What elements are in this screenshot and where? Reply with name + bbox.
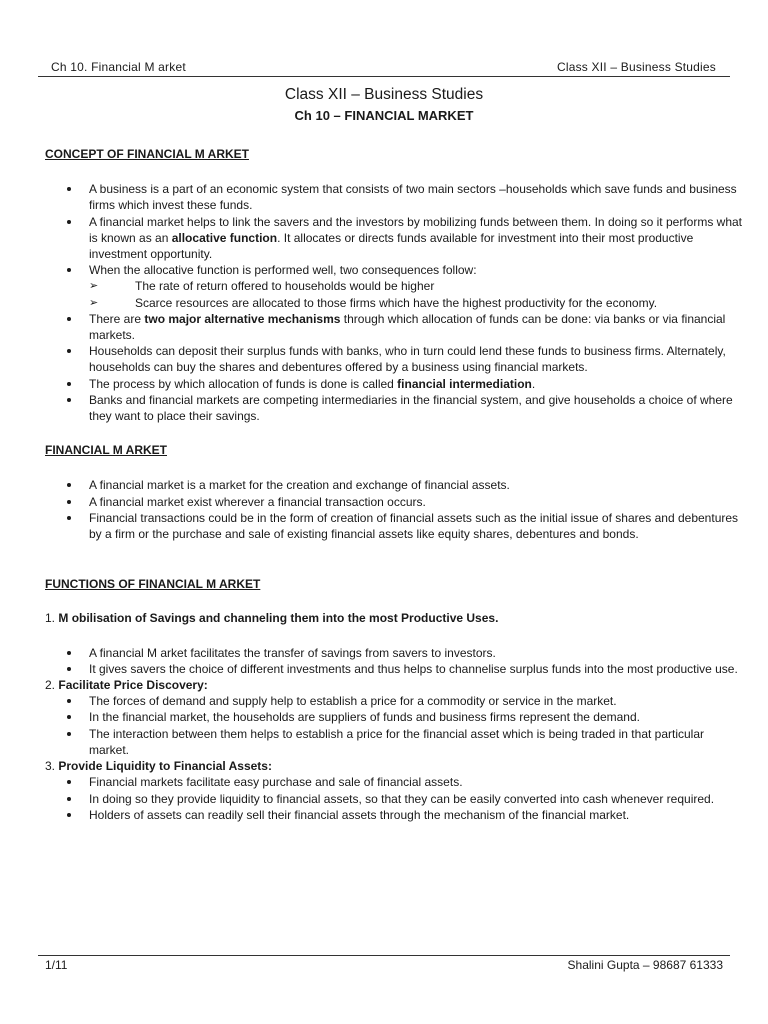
function-2-list	[45, 693, 742, 758]
list-item: Financial transactions could be in the form of creation of financial assets such as the initial issue of shares and debentures by a firm or the purchase and sale of existing financial assets like equity shares, debentures and bonds.	[45, 510, 742, 542]
header-class: Class XII – Business Studies	[556, 60, 716, 74]
term-alternative-mechanisms: two major alternative mechanisms	[144, 311, 341, 326]
author-contact: Shalini Gupta – 98687 61333	[567, 958, 723, 972]
document-body	[45, 146, 742, 823]
list-item: It gives savers the choice of different investments and thus helps to channelise surplus funds into the most productive use.	[45, 661, 742, 677]
list-item: A financial M arket facilitates the transfer of savings from savers to investors.	[45, 645, 742, 661]
list-item: Banks and financial markets are competing intermediaries in the financial system, and give households a choice of where they want to place their savings.	[45, 392, 742, 424]
list-item: The forces of demand and supply help to establish a price for a commodity or service in the market.	[45, 693, 742, 709]
term-financial-intermediation: financial intermediation	[397, 376, 532, 391]
function-1-list	[45, 645, 742, 677]
list-item	[45, 181, 742, 213]
list-item: A financial market exist wherever a financial transaction occurs.	[45, 494, 742, 510]
concept-list	[45, 181, 742, 424]
sub-list-item: ➢ Scarce resources are allocated to those firms which have the highest productivity for the economy.	[89, 295, 658, 310]
sub-list-item: ➢ The rate of return offered to households would be higher	[89, 279, 435, 294]
list-item: In doing so they provide liquidity to financial assets, so that they can be easily converted into cash whenever required.	[45, 791, 742, 807]
list-item: A financial market helps to link the savers and the investors by mobilizing funds between them. In doing so it performs what is known as an allocative function. It allocates or directs funds available for investment into their most productive investment opportunity.	[45, 214, 742, 263]
header-chapter: Ch 10. Financial M arket	[51, 60, 186, 74]
list-item: Holders of assets can readily sell their financial assets through the mechanism of the financial market.	[45, 807, 742, 823]
page-number: 1/11	[45, 958, 68, 972]
consequence-list	[89, 278, 742, 310]
list-item: The interaction between them helps to establish a price for the financial asset which is being traded in that particular market.	[45, 726, 742, 758]
list-item: Financial markets facilitate easy purchase and sale of financial assets.	[45, 774, 742, 790]
running-header	[51, 60, 716, 74]
running-footer	[45, 958, 723, 972]
function-3-heading: 3. Provide Liquidity to Financial Assets:	[45, 759, 272, 774]
document-title: Class XII – Business Studies	[284, 86, 484, 103]
list-item: In the financial market, the households are suppliers of funds and business firms represent the demand.	[45, 709, 742, 725]
header-rule	[38, 76, 730, 77]
chapter-title: Ch 10 – FINANCIAL MARKET	[294, 108, 474, 123]
list-item: When the allocative function is performed well, two consequences follow: ➢ The rate of return offered to households would be higher ➢ Scarce resources are allocated to those firms which have the highest productivity for the economy.	[45, 262, 742, 311]
list-item: There are two major alternative mechanisms through which allocation of funds can be done: via banks or via financial markets.	[45, 311, 742, 343]
functions-heading: FUNCTIONS OF FINANCIAL M ARKET	[45, 577, 261, 592]
list-item: Households can deposit their surplus funds with banks, who in turn could lend these funds to business firms. Alternately, households can buy the shares and debentures offered by a business using financial markets.	[45, 343, 742, 375]
function-3-list	[45, 774, 742, 823]
term-allocative-function: allocative function	[171, 230, 278, 245]
list-item-text: A business is a part of an economic system that consists of two main sectors –households which save funds and business firms which invest these funds.	[89, 182, 737, 213]
arrow-bullet-icon: ➢	[89, 296, 99, 309]
function-2-heading: 2. Facilitate Price Discovery:	[45, 678, 208, 693]
list-item: A financial market is a market for the creation and exchange of financial assets.	[45, 477, 742, 493]
function-1-heading: 1. M obilisation of Savings and channeling them into the most Productive Uses.	[45, 611, 499, 626]
arrow-bullet-icon: ➢	[89, 280, 99, 293]
financial-market-heading: FINANCIAL M ARKET	[45, 443, 167, 458]
concept-heading: CONCEPT OF FINANCIAL M ARKET	[45, 147, 249, 161]
financial-market-list	[45, 477, 742, 542]
footer-rule	[38, 955, 730, 956]
list-item: The process by which allocation of funds is done is called financial intermediation.	[45, 376, 742, 392]
